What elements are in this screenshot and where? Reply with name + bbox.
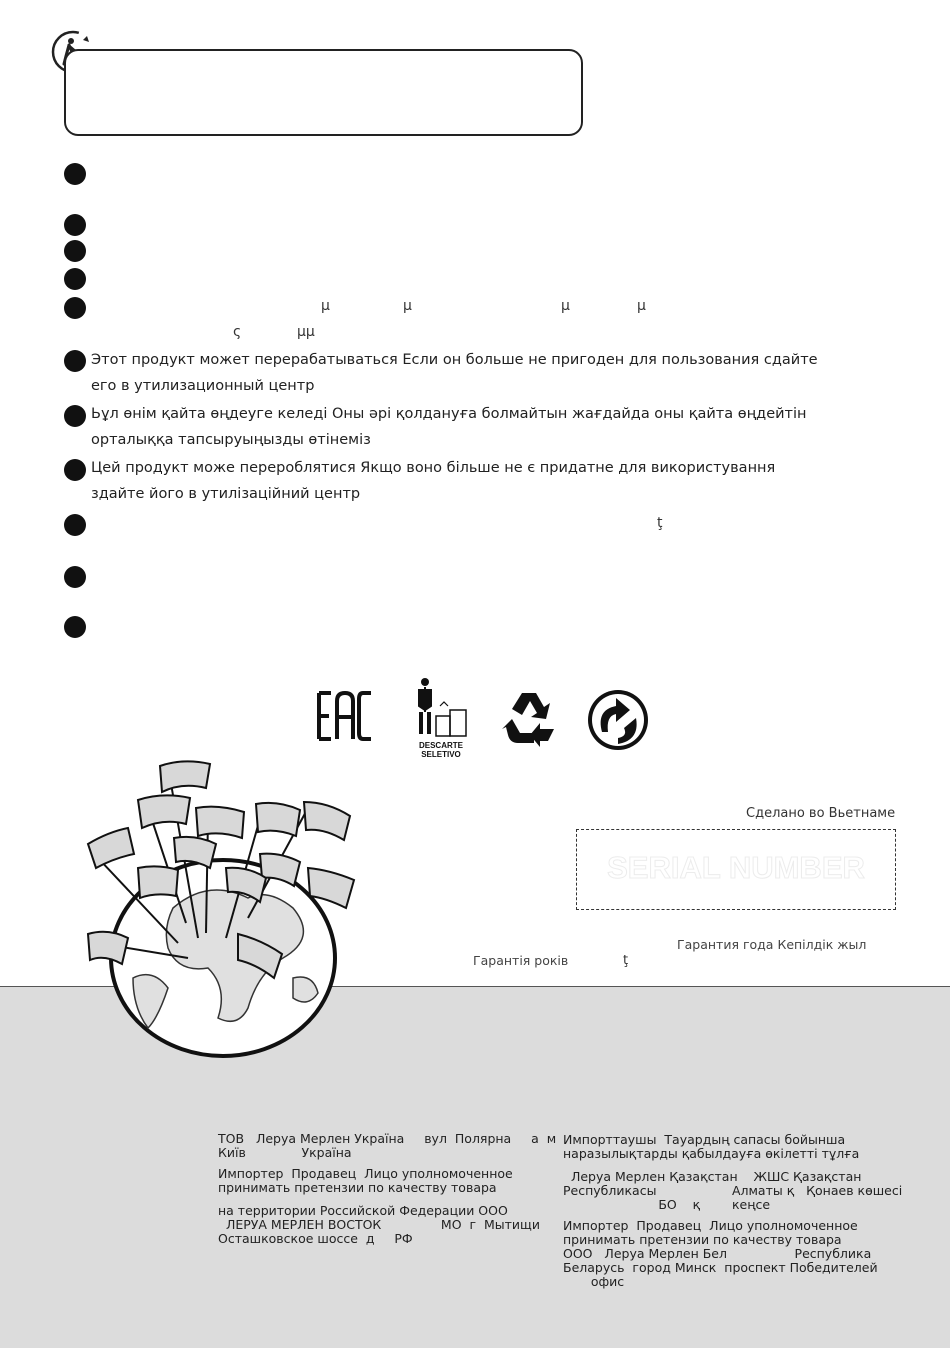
seletivo-label: SELETIVO xyxy=(421,750,461,759)
language-bullet xyxy=(64,566,86,588)
warranty-ua: Гарантія років xyxy=(473,953,569,968)
recycle-text-ua: здайте його в утилізаційний центр xyxy=(91,486,361,502)
green-dot-icon xyxy=(586,688,650,756)
importer-by: Импортер Продавец Лицо уполномоченное принимать претензии по качеству товара ООО Леруа Мерлен Бел Республика Беларусь город Минск проспект Победителей офис xyxy=(563,1218,878,1289)
title-box xyxy=(64,49,583,136)
stray-glyph: μ xyxy=(403,298,412,314)
stray-glyph: μ xyxy=(561,298,570,314)
warranty-ru-kz: Гарантия года Кепілдік жыл xyxy=(677,937,867,952)
importer-kz-header: Импорттаушы Тауардың сапасы бойынша наразылықтарды қабылдауға өкілетті тұлға xyxy=(563,1132,860,1161)
importer-ru: на территории Российской Федерации ООО ЛЕРУА МЕРЛЕН ВОСТОК МО г Мытищи Осташковское шоссе д РФ xyxy=(218,1203,540,1246)
language-bullet xyxy=(64,163,86,185)
language-bullet xyxy=(64,514,86,536)
importer-kz: Леруа Мерлен Қазақстан ЖШС Қазақстан Республикасы Алматы қ Қонаев көшесі БО қ кеңсе xyxy=(563,1169,903,1212)
eac-logo xyxy=(317,691,373,745)
recycle-text-ru: Этот продукт может перерабатываться Если он больше не пригоден для пользования сдайте xyxy=(91,352,818,368)
stray-glyph: μμ xyxy=(297,324,315,340)
language-bullet xyxy=(64,297,86,319)
stray-glyph: ţ xyxy=(657,515,663,531)
language-bullet xyxy=(64,240,86,262)
recycle-text-ua: Цей продукт може перероблятися Якщо воно більше не є придатне для використування xyxy=(91,460,776,476)
stray-glyph: μ xyxy=(637,298,646,314)
language-bullet xyxy=(64,350,86,372)
importer-ua: ТОВ Леруа Мерлен Україна вул Полярна а м Київ Україна xyxy=(218,1131,557,1160)
globe-flags-illustration xyxy=(78,758,368,1058)
recycle-text-ru: его в утилизационный центр xyxy=(91,378,315,394)
descarte-seletivo-logo xyxy=(410,676,472,759)
language-bullet xyxy=(64,459,86,481)
importer-ru-header: Импортер Продавец Лицо уполномоченное принимать претензии по качеству товара xyxy=(218,1166,513,1195)
recycle-icon xyxy=(500,689,560,751)
language-bullet xyxy=(64,616,86,638)
language-bullet xyxy=(64,405,86,427)
language-bullet xyxy=(64,214,86,236)
stray-glyph: ς xyxy=(233,324,242,340)
stray-glyph: ţ xyxy=(623,953,629,968)
recycle-text-kz: Ьұл өнім қайта өңдеуге келеді Оны әрі қолдануға болмайтын жағдайда оны қайта өңдейтін xyxy=(91,406,807,422)
serial-number-text: SERIAL NUMBER xyxy=(607,850,865,885)
stray-glyph: μ xyxy=(321,298,330,314)
made-in-label: Сделано во Вьетнаме xyxy=(746,806,896,821)
descarte-label: DESCARTE xyxy=(418,741,463,750)
recycle-text-kz: орталыққа тапсыруыңызды өтінеміз xyxy=(91,432,371,448)
serial-number-box xyxy=(576,829,896,910)
language-bullet xyxy=(64,268,86,290)
